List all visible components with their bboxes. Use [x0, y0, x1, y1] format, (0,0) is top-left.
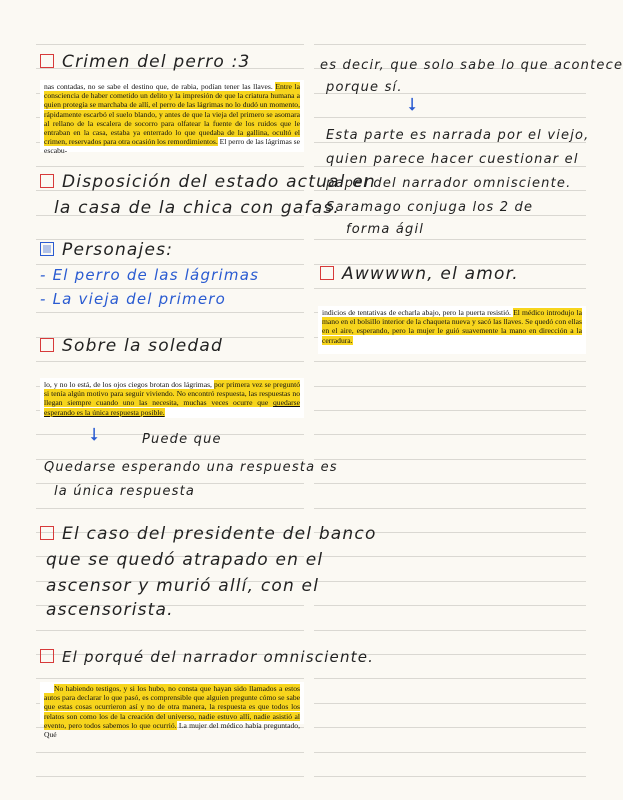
book-excerpt-amor: [318, 306, 586, 354]
book-excerpt-soledad: [40, 378, 304, 418]
rule-line: [314, 630, 586, 631]
rule-line: [36, 44, 304, 45]
excerpt-highlight: El médico introdujo la mano en el bolsillo interior de la chaqueta nueva y sacó las llaves. Se quedó con ellas en el aire, esperando, pero la mujer le guió suavemente la mano en dirección a la cerradura.: [322, 308, 582, 345]
excerpt-text: La mujer del médico había preguntado, Qué: [44, 720, 300, 740]
note-line: quien parece hacer cuestionar el: [326, 152, 579, 167]
rule-line: [314, 483, 586, 484]
section-disposicion-line2: la casa de la chica con gafas.: [54, 198, 340, 218]
right-column-rules: [314, 0, 586, 800]
excerpt-highlight-underlined: quedarse esperando es la única respuesta posible.: [44, 398, 300, 417]
rule-line: [314, 386, 586, 387]
rule-line: [314, 581, 586, 582]
character-item: - El perro de las lágrimas: [40, 266, 260, 284]
rule-line: [314, 678, 586, 679]
rule-line: [314, 605, 586, 606]
section-narrador-omnisciente: [40, 648, 374, 666]
excerpt-text: indicios de tentativas de echarla abajo, pero la puerta resistió.: [322, 308, 514, 317]
rule-line: [314, 434, 586, 435]
section-line: ascensorista.: [46, 600, 174, 620]
rule-line: [36, 776, 304, 777]
rule-line: [314, 727, 586, 728]
section-crimen-del-perro: [40, 52, 251, 72]
rule-line: [36, 288, 304, 289]
section-soledad: [40, 336, 223, 356]
red-checkbox-icon[interactable]: [40, 338, 54, 352]
rule-line: [36, 508, 304, 509]
rule-line: [314, 117, 586, 118]
rule-line: [36, 678, 304, 679]
note-line: forma ágil: [346, 222, 425, 237]
red-checkbox-icon[interactable]: [40, 649, 54, 663]
section-title: Personajes:: [62, 240, 174, 260]
rule-line: [36, 312, 304, 313]
book-excerpt-crimen: [40, 80, 304, 156]
excerpt-highlight: No habiendo testigos, y si los hubo, no consta que hayan sido llamados a estos autos para declarar lo que pasó, es comprensible que alguien pregunte cómo se sabe que estas cosas ocurrieron así y no de otra manera, la respuesta es que todos los relatos son como los de la creación del universo, nadie estuvo allí, nadie asistió al evento, pero todos sabemos lo que ocurrió.: [44, 684, 300, 730]
section-title: El porqué del narrador omnisciente.: [62, 648, 375, 666]
section-title: Sobre la soledad: [62, 336, 224, 356]
excerpt-highlight: Entre la consciencia de haber cometido un delito y la impresión de que la criatura humana a quien protegía se marchaba de allí, el perro de las lágrimas no lo dudó un momento, rápidamente escarbó el suelo blando, y antes de que la vieja del primero se asomara al rellano de la escalera de socorro para olfatear la fuente de los ruidos que le entraban en la casa, estaba ya enterrado lo que quedaba de la gallina, ocultó el crimen, reservados para otra ocasión los remordimientos.: [44, 82, 300, 147]
section-line: que se quedó atrapado en el: [46, 550, 324, 570]
book-excerpt-narrador: [40, 682, 304, 740]
rule-line: [314, 361, 586, 362]
section-line: ascensor y murió allí, con el: [46, 576, 320, 596]
red-checkbox-icon[interactable]: [40, 526, 54, 540]
note-line: Quedarse esperando una respuesta es: [44, 460, 338, 475]
rule-line: [314, 44, 586, 45]
blue-checkbox-icon[interactable]: [40, 242, 54, 256]
rule-line: [314, 288, 586, 289]
rule-line: [36, 361, 304, 362]
rule-line: [36, 630, 304, 631]
excerpt-highlight: por primera vez se preguntó si tenía algún motivo para seguir viviendo. No encontró respuesta, las respuestas no llegan siempre cuando uno las necesita, muchas veces ocurre que: [44, 380, 301, 408]
note-line: porque sí.: [326, 80, 403, 95]
excerpt-text: El perro de las lágrimas se escabu-: [44, 137, 301, 156]
rule-line: [36, 166, 304, 167]
red-checkbox-icon[interactable]: [40, 54, 54, 68]
arrow-down-icon: ⭣: [90, 424, 99, 445]
red-checkbox-icon[interactable]: [40, 174, 54, 188]
rule-line: [314, 239, 586, 240]
note-label: Puede que: [142, 432, 222, 447]
section-personajes: [40, 240, 173, 260]
section-title: Crimen del perro :3: [62, 52, 251, 72]
rule-line: [314, 215, 586, 216]
excerpt-text: lo, y no lo está, de los ojos ciegos brotan dos lágrimas,: [44, 380, 215, 389]
rule-line: [314, 508, 586, 509]
rule-line: [36, 264, 304, 265]
note-line: papel del narrador omnisciente.: [326, 176, 572, 191]
note-line: Saramago conjuga los 2 de: [326, 200, 534, 215]
character-item: - La vieja del primero: [40, 290, 227, 308]
section-el-amor: [320, 264, 519, 284]
section-title-line1: El caso del presidente del banco: [62, 524, 377, 544]
excerpt-text: nas contadas, no se sabe el destino que, de rabia, podían tener las llaves.: [44, 82, 276, 91]
rule-line: [314, 459, 586, 460]
section-title-line1: Disposición del estado actual en: [62, 172, 376, 192]
note-line: Esta parte es narrada por el viejo,: [326, 128, 590, 143]
rule-line: [314, 410, 586, 411]
section-title: Awwwwn, el amor.: [342, 264, 519, 284]
note-line: la única respuesta: [54, 484, 196, 499]
red-checkbox-icon[interactable]: [320, 266, 334, 280]
rule-line: [36, 752, 304, 753]
rule-line: [314, 556, 586, 557]
rule-line: [314, 776, 586, 777]
section-presidente-banco: [40, 524, 377, 544]
rule-line: [314, 752, 586, 753]
arrow-down-icon: ⭣: [408, 94, 417, 115]
rule-line: [314, 703, 586, 704]
note-line: es decir, que solo sabe lo que acontece: [320, 58, 623, 73]
